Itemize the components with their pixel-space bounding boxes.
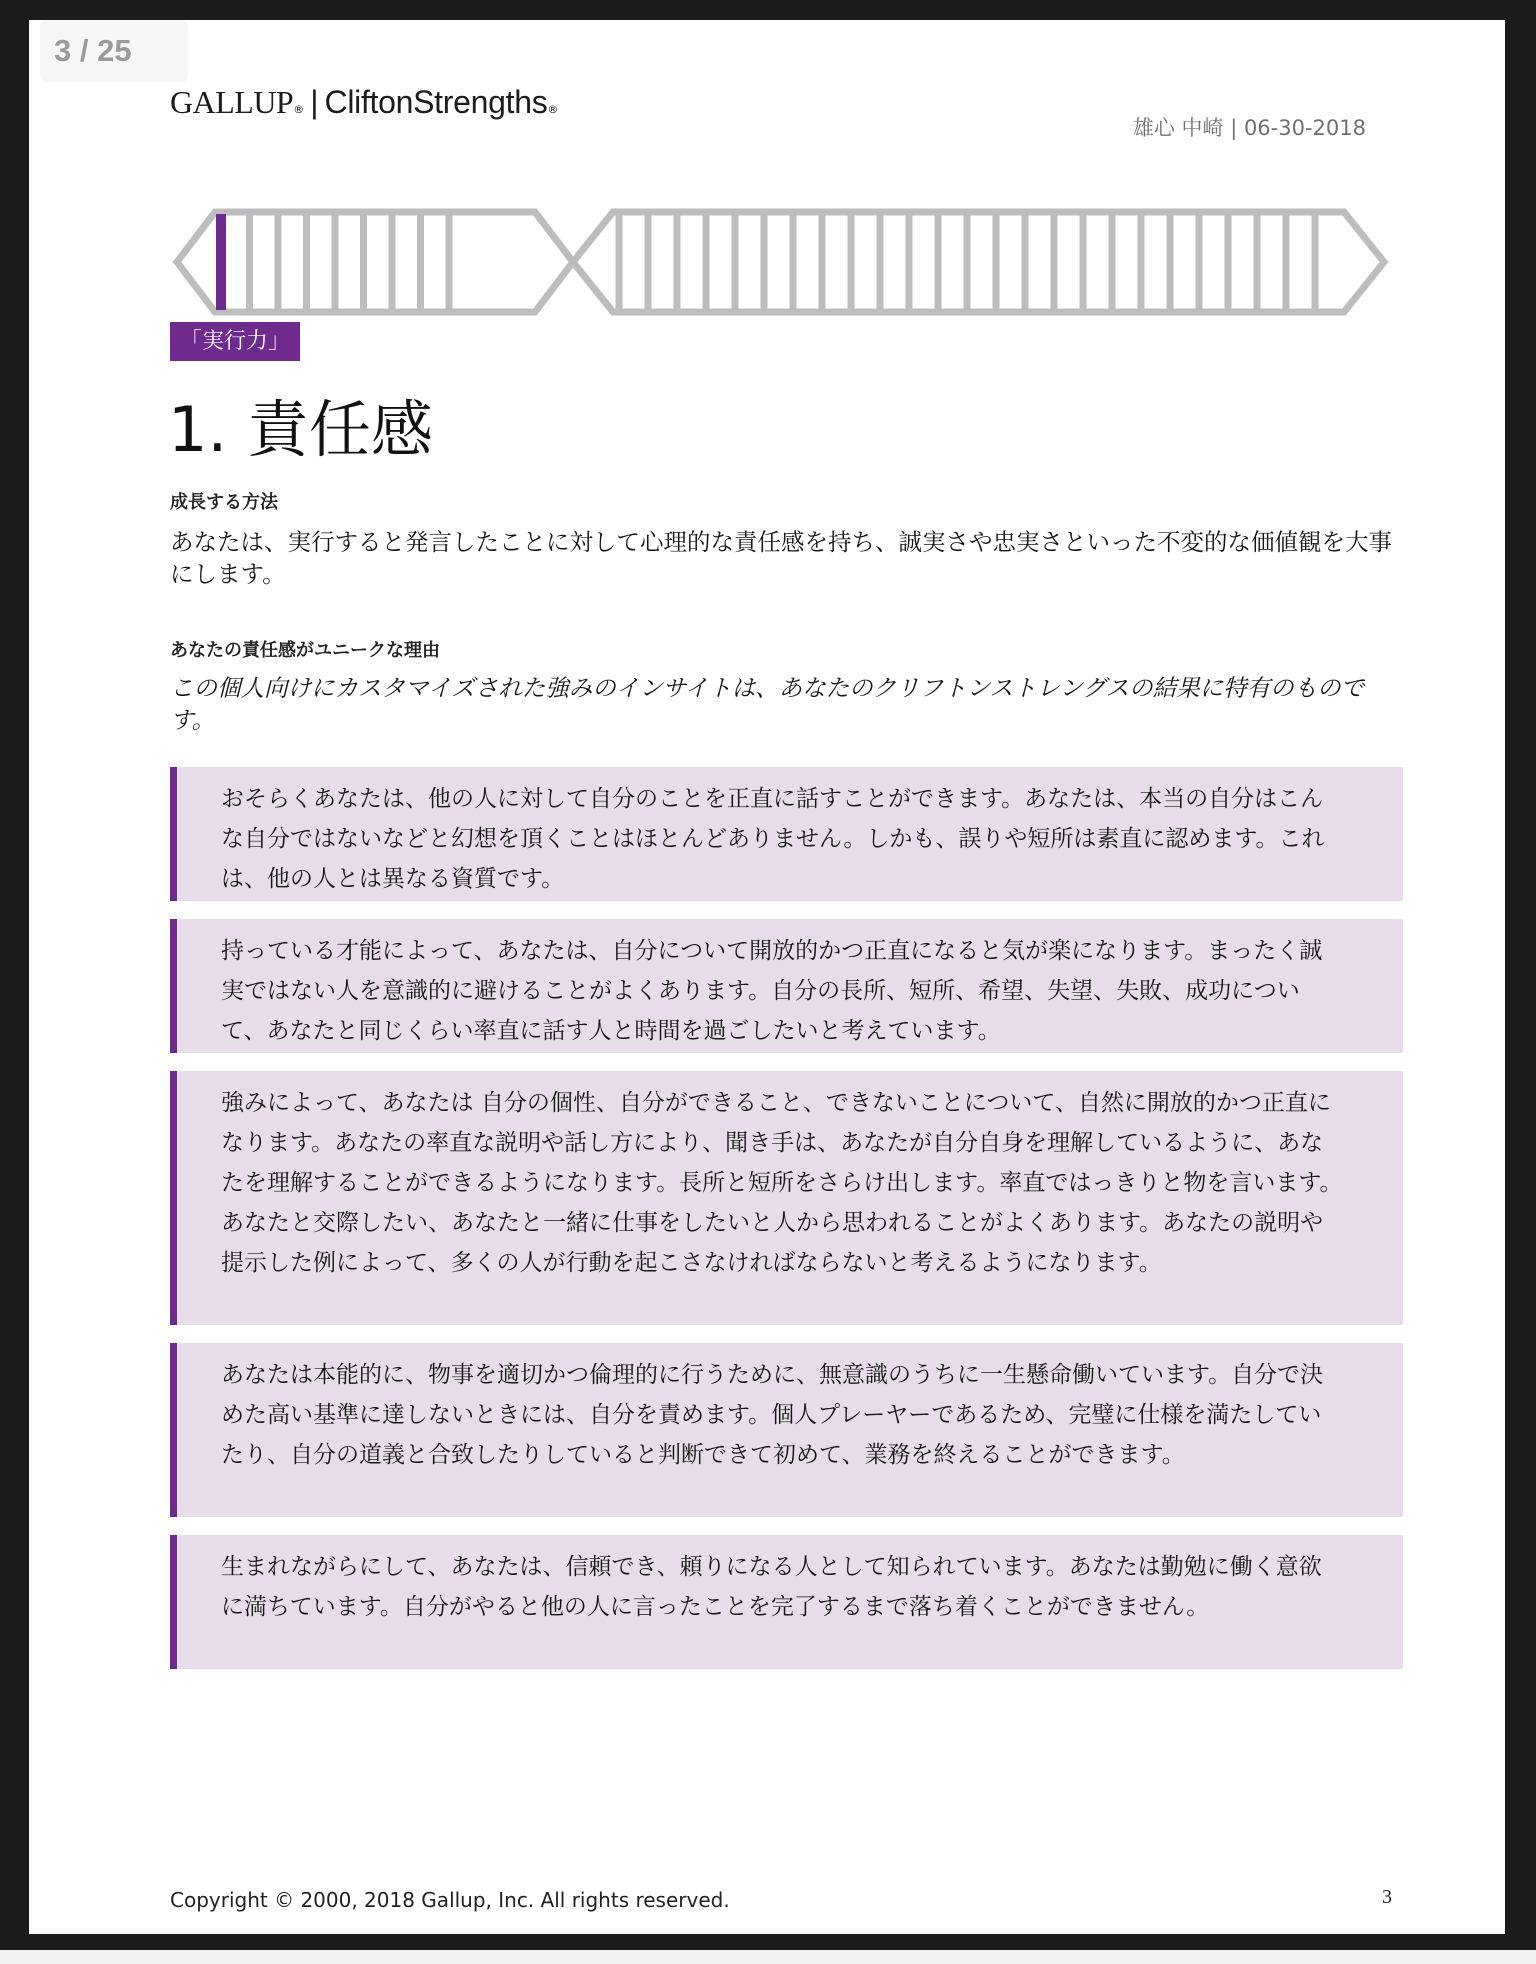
insight-block: 生まれながらにして、あなたは、信頼でき、頼りになる人として知られています。あなたは勤勉に働く意欲に満ちています。自分がやると他の人に言ったことを完了するまで落ち着くことができません。	[170, 1535, 1403, 1669]
strip-bar	[703, 214, 710, 310]
strip-bar	[446, 214, 453, 310]
strip-bar	[645, 214, 652, 310]
strip-bar	[1138, 214, 1145, 310]
strip-bar	[616, 214, 623, 310]
page-indicator: 3 / 25	[40, 20, 188, 82]
strip-bar	[1080, 214, 1087, 310]
strip-bar	[389, 214, 396, 310]
strip-bar	[1022, 214, 1029, 310]
insight-block: あなたは本能的に、物事を適切かつ倫理的に行うために、無意識のうちに一生懸命働いています。自分で決めた高い基準に達しないときには、自分を責めます。個人プレーヤーであるため、完璧に仕様を満たしていたり、自分の道義と合致したりしていると判断できて初めて、業務を終えることができます。	[170, 1343, 1403, 1517]
theme-title: 1. 責任感	[168, 393, 433, 466]
strip-bar	[417, 214, 424, 310]
insight-block: 持っている才能によって、あなたは、自分について開放的かつ正直になると気が楽になります。まったく誠実ではない人を意識的に避けることがよくあります。自分の長所、短所、希望、失望、失敗、成功について、あなたと同じくらい率直に話す人と時間を過ごしたいと考えています。	[170, 919, 1403, 1053]
insight-block: おそらくあなたは、他の人に対して自分のことを正直に話すことができます。あなたは、本当の自分はこんな自分ではないなどと幻想を頂くことはほとんどありません。しかも、誤りや短所は素直に認めます。これは、他の人とは異なる資質です。	[170, 767, 1403, 901]
strip-bar	[848, 214, 855, 310]
theme-ranking-strip	[173, 208, 1395, 324]
domain-tag: 「実行力」	[170, 322, 300, 361]
strip-bar	[275, 214, 282, 310]
strip-bars-right	[616, 214, 1319, 310]
strip-bar	[1225, 214, 1232, 310]
strip-bar	[1051, 214, 1058, 310]
footer-copyright: Copyright © 2000, 2018 Gallup, Inc. All rights reserved.	[170, 1888, 730, 1912]
strip-bar	[935, 214, 942, 310]
document-page	[29, 20, 1505, 1934]
logo-separator: |	[310, 84, 319, 120]
gallup-cliftonstrengths-logo: GALLUP ® | CliftonStrengths ®	[170, 84, 559, 120]
strip-bar	[790, 214, 797, 310]
strip-bar	[993, 214, 1000, 310]
unique-text: この個人向けにカスタマイズされた強みのインサイトは、あなたのクリフトンストレングスの結果に特有のものです。	[170, 674, 1365, 734]
strip-bar	[1283, 214, 1290, 310]
how-to-grow-heading: 成長する方法	[170, 492, 278, 513]
strip-bar	[1254, 214, 1261, 310]
strip-bar	[877, 214, 884, 310]
strip-bar	[1167, 214, 1174, 310]
strip-bar	[1109, 214, 1116, 310]
strip-bar-highlighted	[216, 214, 226, 310]
strip-right-arrow-outline	[573, 212, 1384, 312]
strip-bar	[360, 214, 367, 310]
insight-block: 強みによって、あなたは 自分の個性、自分ができること、できないことについて、自然に開放的かつ正直になります。あなたの率直な説明や話し方により、聞き手は、あなたが自分自身を理解しているように、あなたを理解することができるようになります。長所と短所をさらけ出します。率直ではっきりと物を言います。あなたと交際したい、あなたと一緒に仕事をしたいと人から思われることがよくあります。あなたの説明や提示した例によって、多くの人が行動を起こさなければならないと考えるようになります。	[170, 1071, 1403, 1325]
strip-bar	[819, 214, 826, 310]
strip-bar	[732, 214, 739, 310]
logo-gallup-text: GALLUP	[170, 84, 294, 120]
how-to-grow-text: あなたは、実行すると発言したことに対して心理的な責任感を持ち、誠実さや忠実さといった不変的な価値観を大事にします。	[170, 528, 1392, 588]
strip-bar	[246, 214, 253, 310]
strip-bars-left	[216, 214, 453, 310]
strip-bar	[303, 214, 310, 310]
strip-bar	[761, 214, 768, 310]
strip-bar	[1196, 214, 1203, 310]
viewer-bottom-bar	[0, 1950, 1536, 1964]
strip-bar	[674, 214, 681, 310]
strip-bar	[332, 214, 339, 310]
strip-bar	[906, 214, 913, 310]
unique-heading: あなたの責任感がユニークな理由	[170, 640, 440, 661]
strip-bar	[964, 214, 971, 310]
logo-product-text: CliftonStrengths	[324, 84, 548, 120]
strip-left-arrow-outline	[177, 212, 573, 312]
strip-bar	[1312, 214, 1319, 310]
footer-page-number: 3	[1382, 1886, 1392, 1908]
user-name-date: 雄心 中崎 | 06-30-2018	[1132, 116, 1366, 140]
